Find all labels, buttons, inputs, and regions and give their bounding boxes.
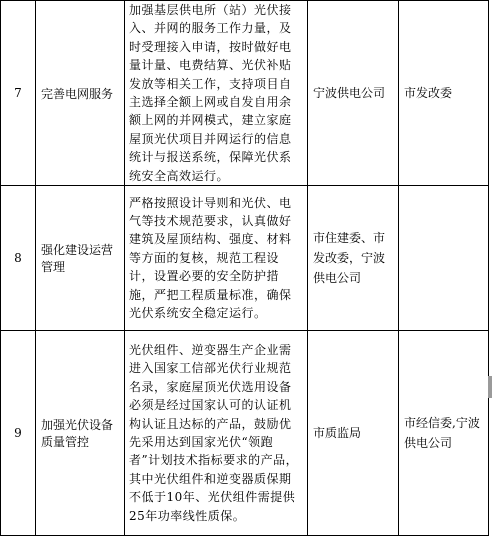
table-row	[1, 186, 489, 331]
table-row	[1, 1, 489, 186]
table-row	[1, 331, 489, 536]
row-number: 8	[1, 186, 36, 331]
measure-name: 强化建设运营管理	[36, 186, 125, 331]
measure-name: 完善电网服务	[36, 1, 125, 186]
cooperating-unit	[399, 186, 489, 331]
row-number: 7	[1, 1, 36, 186]
lead-unit: 宁波供电公司	[308, 1, 399, 186]
cooperating-unit: 市经信委,宁波供电公司	[399, 331, 489, 536]
scrollbar-marker[interactable]	[488, 376, 492, 398]
measure-content: 光伏组件、逆变器生产企业需进入国家工信部光伏行业规范名录，家庭屋顶光伏选用设备必须是经过国家认可的认证机构认证且达标的产品，鼓励优先采用达到国家光伏“领跑者”计划技术指标要求的产品，其中光伏组件和逆变器质保期不低于10年、光伏组件需提供25年功率线性质保。	[125, 331, 308, 536]
cooperating-unit: 市发改委	[399, 1, 489, 186]
lead-unit: 市住建委、市发改委，宁波供电公司	[308, 186, 399, 331]
row-number: 9	[1, 331, 36, 536]
measure-content: 加强基层供电所（站）光伏接入、并网的服务工作力量，及时受理接入申请，按时做好电量计量、电费结算、光伏补贴发放等相关工作，支持项目自主选择全额上网或自发自用余额上网的并网模式，建立家庭屋顶光伏项目并网运行的信息统计与报送系统，保障光伏系统安全高效运行。	[125, 1, 308, 186]
lead-unit: 市质监局	[308, 331, 399, 536]
measure-content: 严格按照设计导则和光伏、电气等技术规范要求，认真做好建筑及屋顶结构、强度、材料等方面的复核，规范工程设计，设置必要的安全防护措施，严把工程质量标准，确保光伏系统安全稳定运行。	[125, 186, 308, 331]
measure-name: 加强光伏设备质量管控	[36, 331, 125, 536]
